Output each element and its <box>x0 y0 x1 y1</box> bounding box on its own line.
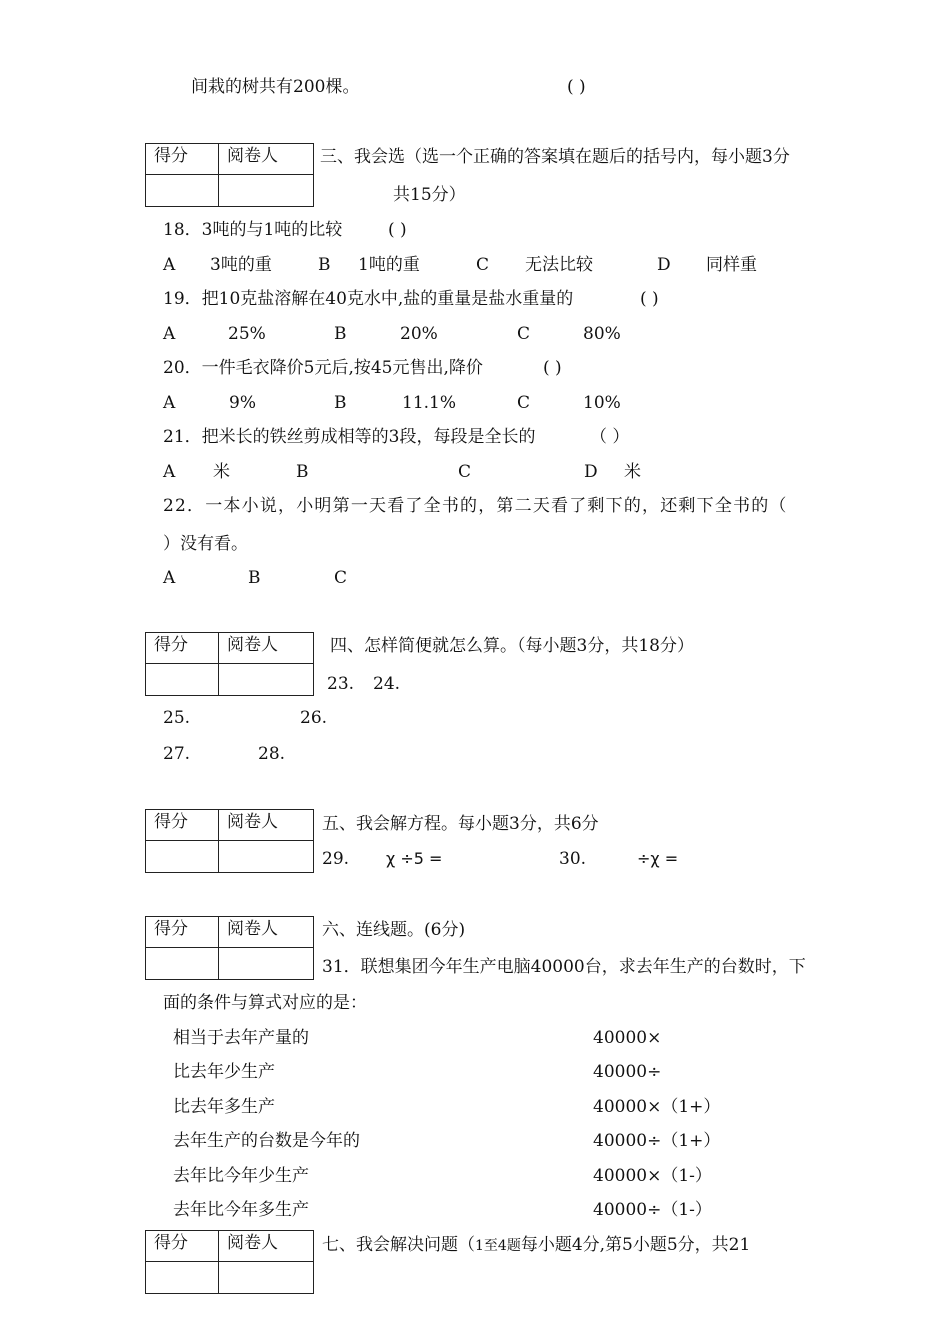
section-7-title-b: 1至4题 <box>475 1238 521 1254</box>
q21-option-d: 米 <box>624 462 641 482</box>
q21-option-c-letter: C <box>458 462 472 482</box>
score-label: 得分 <box>146 810 219 841</box>
q20-stem: 20．一件毛衣降价5元后,按45元售出,降价 <box>163 358 483 378</box>
q30-number: 30. <box>559 849 587 869</box>
score-cell <box>146 1262 219 1294</box>
q18-option-a: 3吨的重 <box>210 255 272 275</box>
q29-number: 29. <box>322 849 350 869</box>
q26: 26. <box>300 708 328 728</box>
section-3-title: 三、我会选（选一个正确的答案填在题后的括号内，每小题3分 <box>320 147 790 167</box>
grader-cell <box>219 1262 314 1294</box>
q22-stem: 22．一本小说，小明第一天看了全书的，第二天看了剩下的，还剩下全书的（ <box>163 496 788 516</box>
score-label: 得分 <box>146 144 219 175</box>
q19-stem: 19．把10克盐溶解在40克水中,盐的重量是盐水重量的 <box>163 289 574 309</box>
q27: 27. <box>163 744 191 764</box>
grader-label: 阅卷人 <box>219 144 314 175</box>
match-condition-3: 比去年多生产 <box>173 1097 275 1117</box>
q25: 25. <box>163 708 191 728</box>
section-6-title: 六、连线题。(6分) <box>322 920 466 940</box>
section-4-title: 四、怎样简便就怎么算。（每小题3分，共18分） <box>330 636 694 656</box>
q19-option-b-letter: B <box>334 324 347 344</box>
q19-paren: ( ) <box>640 289 659 309</box>
q21-option-d-letter: D <box>584 462 598 482</box>
q18-option-d-letter: D <box>657 255 671 275</box>
section-7-title-a: 七、我会解决问题（ <box>322 1235 475 1255</box>
score-box <box>145 143 314 207</box>
q19-option-a-letter: A <box>163 324 176 344</box>
q19-option-c-letter: C <box>517 324 531 344</box>
match-formula-1: 40000× <box>593 1028 662 1048</box>
q31-stem-cont: 面的条件与算式对应的是： <box>163 993 367 1013</box>
score-cell <box>146 841 219 873</box>
q23: 23. <box>327 674 355 694</box>
match-condition-2: 比去年少生产 <box>173 1062 275 1082</box>
grader-label: 阅卷人 <box>219 633 314 664</box>
q19-option-c: 80% <box>583 324 621 344</box>
q21-option-b-letter: B <box>296 462 309 482</box>
q20-paren: ( ) <box>543 358 562 378</box>
section-7-title-c: 每小题4分,第5小题5分，共21 <box>520 1235 751 1255</box>
q28: 28. <box>258 744 286 764</box>
score-box <box>145 809 314 873</box>
score-label: 得分 <box>146 633 219 664</box>
q31-stem: 31．联想集团今年生产电脑40000台，求去年生产的台数时，下 <box>322 957 806 977</box>
q20-option-c: 10% <box>583 393 621 413</box>
q18-option-a-letter: A <box>163 255 176 275</box>
q24: 24. <box>373 674 401 694</box>
q22-option-c-letter: C <box>334 568 348 588</box>
score-cell <box>146 948 219 980</box>
q21-option-a: 米 <box>213 462 230 482</box>
grader-label: 阅卷人 <box>219 810 314 841</box>
q20-option-b-letter: B <box>334 393 347 413</box>
score-box <box>145 632 314 696</box>
q18-option-c-letter: C <box>476 255 490 275</box>
score-label: 得分 <box>146 1231 219 1262</box>
grader-label: 阅卷人 <box>219 1231 314 1262</box>
q18-stem: 18．3吨的与1吨的比较 <box>163 220 343 240</box>
q30-equation: ÷χ = <box>637 849 679 868</box>
match-condition-1: 相当于去年产量的 <box>173 1028 309 1048</box>
match-formula-6: 40000÷（1-） <box>593 1200 712 1220</box>
q19-option-b: 20% <box>400 324 438 344</box>
section-5-title: 五、我会解方程。每小题3分，共6分 <box>322 814 599 834</box>
q20-option-a-letter: A <box>163 393 176 413</box>
section-7-title <box>322 1234 750 1257</box>
q20-option-b: 11.1% <box>402 393 457 413</box>
match-condition-4: 去年生产的台数是今年的 <box>173 1131 360 1151</box>
q18-option-d: 同样重 <box>706 255 757 275</box>
answer-paren: ( ) <box>567 77 586 97</box>
grader-cell <box>219 841 314 873</box>
grader-cell <box>219 664 314 696</box>
grader-cell <box>219 948 314 980</box>
q21-paren: （ ） <box>590 427 630 447</box>
q21-option-a-letter: A <box>163 462 176 482</box>
q22-option-b-letter: B <box>248 568 261 588</box>
score-cell <box>146 664 219 696</box>
grader-label: 阅卷人 <box>219 917 314 948</box>
match-formula-4: 40000÷（1+） <box>593 1131 721 1151</box>
q20-option-a: 9% <box>229 393 256 413</box>
q20-option-c-letter: C <box>517 393 531 413</box>
match-formula-3: 40000×（1+） <box>593 1097 721 1117</box>
match-formula-5: 40000×（1-） <box>593 1166 712 1186</box>
score-box <box>145 1230 314 1294</box>
q21-stem: 21．把米长的铁丝剪成相等的3段，每段是全长的 <box>163 427 536 447</box>
score-box <box>145 916 314 980</box>
q18-paren: ( ) <box>388 220 407 240</box>
score-cell <box>146 175 219 207</box>
section-3-title-cont: 共15分） <box>393 185 466 205</box>
q18-option-b: 1吨的重 <box>358 255 420 275</box>
match-condition-5: 去年比今年少生产 <box>173 1166 309 1186</box>
q22-option-a-letter: A <box>163 568 176 588</box>
q18-option-c: 无法比较 <box>525 255 593 275</box>
score-label: 得分 <box>146 917 219 948</box>
match-formula-2: 40000÷ <box>593 1062 662 1082</box>
match-condition-6: 去年比今年多生产 <box>173 1200 309 1220</box>
q29-equation: χ ÷5 = <box>386 849 443 868</box>
q18-option-b-letter: B <box>318 255 331 275</box>
prev-question-tail: 间栽的树共有200棵。 <box>191 77 360 97</box>
q22-stem-cont: ）没有看。 <box>163 534 248 554</box>
q19-option-a: 25% <box>228 324 266 344</box>
grader-cell <box>219 175 314 207</box>
